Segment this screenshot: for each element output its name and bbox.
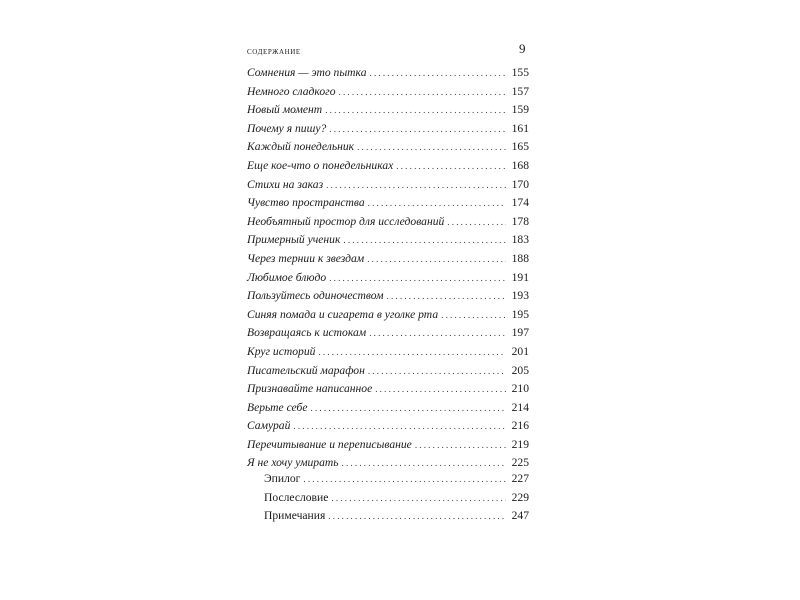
toc-entry: [247, 271, 529, 290]
toc-entry-title: Необъятный простор для исследований: [247, 214, 445, 228]
toc-entry-page: 159: [511, 103, 529, 117]
toc-entry: [264, 491, 529, 510]
dot-leader: [368, 198, 506, 208]
toc-entry-page: 161: [511, 121, 529, 135]
toc-entry: [247, 252, 529, 271]
dot-leader: [370, 68, 507, 78]
toc-entry-title: Перечитывание и переписывание: [247, 437, 412, 451]
toc-entry-title: Немного сладкого: [247, 84, 336, 98]
dot-leader: [375, 384, 506, 394]
toc-entry: [247, 326, 529, 345]
dot-leader: [303, 474, 506, 484]
toc-entry-title: Примерный ученик: [247, 233, 341, 247]
toc-entry-page: 170: [511, 177, 529, 191]
dot-leader: [369, 328, 506, 338]
toc-entry-page: 219: [511, 437, 529, 451]
toc-entry-title: Через тернии к звездам: [247, 251, 365, 265]
toc-entry-title: Самурай: [247, 419, 291, 433]
dot-leader: [311, 403, 506, 413]
dot-leader: [293, 421, 506, 431]
dot-leader: [331, 493, 506, 503]
toc-entry-page: 168: [511, 158, 529, 172]
toc-entry: [247, 382, 529, 401]
toc-entry-page: 229: [511, 490, 529, 504]
toc-entry: [247, 103, 529, 122]
toc-entry-title: Послесловие: [264, 490, 329, 504]
dot-leader: [415, 440, 506, 450]
toc-entry-page: 247: [511, 509, 529, 523]
toc-entry: [247, 178, 529, 197]
toc-entry-page: 183: [511, 233, 529, 247]
toc-entry-title: Новый момент: [247, 103, 323, 117]
toc-entry: [264, 472, 529, 491]
toc-entry-title: Почему я пишу?: [247, 121, 327, 135]
dot-leader: [325, 105, 506, 115]
toc-entry-title: Любимое блюдо: [247, 270, 327, 284]
toc-entry-page: 214: [511, 400, 529, 414]
page-number: 9: [519, 41, 526, 56]
toc-entry-page: 197: [511, 326, 529, 340]
toc-entry-title: Признавайте написанное: [247, 382, 373, 396]
toc-entry: [247, 196, 529, 215]
toc-entry: [247, 215, 529, 234]
dot-leader: [368, 366, 506, 376]
toc-entry-title: Верьте себе: [247, 400, 308, 414]
toc-entry-page: 165: [511, 140, 529, 154]
dot-leader: [318, 347, 506, 357]
dot-leader: [342, 458, 506, 468]
toc-entry: [247, 122, 529, 141]
toc-entry-page: 191: [511, 270, 529, 284]
toc-entry-page: 178: [511, 214, 529, 228]
dot-leader: [328, 511, 506, 521]
running-head: содержание: [247, 46, 301, 57]
dot-leader: [441, 310, 506, 320]
toc-entry-title: Эпилог: [264, 472, 301, 485]
toc-entry-page: 188: [511, 251, 529, 265]
toc-entry: [247, 85, 529, 104]
toc-entry: [247, 438, 529, 457]
toc-entry-page: 201: [511, 344, 529, 358]
toc-entry-title: Возвращаясь к истокам: [247, 326, 367, 340]
toc-entry: [247, 289, 529, 308]
toc-entry-title: Писательский марафон: [247, 363, 365, 377]
toc-entry-page: 210: [511, 382, 529, 396]
toc-entry-title: Синяя помада и сигарета в уголке рта: [247, 307, 439, 321]
toc-entry: [247, 364, 529, 383]
toc-entry-page: 205: [511, 363, 529, 377]
dot-leader: [329, 273, 506, 283]
toc-entry-title: Чувство пространства: [247, 196, 365, 210]
dot-leader: [387, 291, 506, 301]
toc-entry-title: Каждый понедельник: [247, 140, 355, 154]
toc-entry-title: Пользуйтесь одиночеством: [247, 289, 384, 303]
toc-entry: [264, 509, 529, 528]
dot-leader: [326, 180, 506, 190]
toc-entry-page: 216: [511, 419, 529, 433]
toc-entry-page: 174: [511, 196, 529, 210]
toc-entry-title: Стихи на заказ: [247, 177, 324, 191]
toc-entry-page: 155: [511, 66, 529, 79]
toc-entry: [247, 233, 529, 252]
toc-entry-page: 193: [511, 289, 529, 303]
toc-entry-title: Еще кое-что о понедельниках: [247, 158, 394, 172]
toc-entry: [247, 419, 529, 438]
toc-entry: [247, 159, 529, 178]
toc-entry: [247, 345, 529, 364]
toc-entry-title: Круг историй: [247, 344, 316, 358]
toc-entry: [247, 140, 529, 159]
toc-entry-title: Я не хочу умирать: [247, 456, 339, 470]
dot-leader: [329, 124, 506, 134]
toc-entry: [247, 308, 529, 327]
dot-leader: [367, 254, 506, 264]
dot-leader: [343, 235, 506, 245]
toc-entry-page: 157: [511, 84, 529, 98]
dot-leader: [339, 87, 507, 97]
toc-entry-title: Сомнения — это пытка: [247, 66, 367, 79]
dot-leader: [396, 161, 506, 171]
dot-leader: [357, 142, 506, 152]
back-matter-list: [264, 472, 529, 528]
toc-entry-page: 225: [511, 456, 529, 470]
toc-entry: [247, 66, 529, 85]
toc-entry: [247, 401, 529, 420]
toc-entry-title: Примечания: [264, 509, 326, 523]
toc-entry-page: 195: [511, 307, 529, 321]
dot-leader: [447, 217, 506, 227]
toc-entry-page: 227: [511, 472, 529, 485]
table-of-contents: [247, 66, 529, 475]
